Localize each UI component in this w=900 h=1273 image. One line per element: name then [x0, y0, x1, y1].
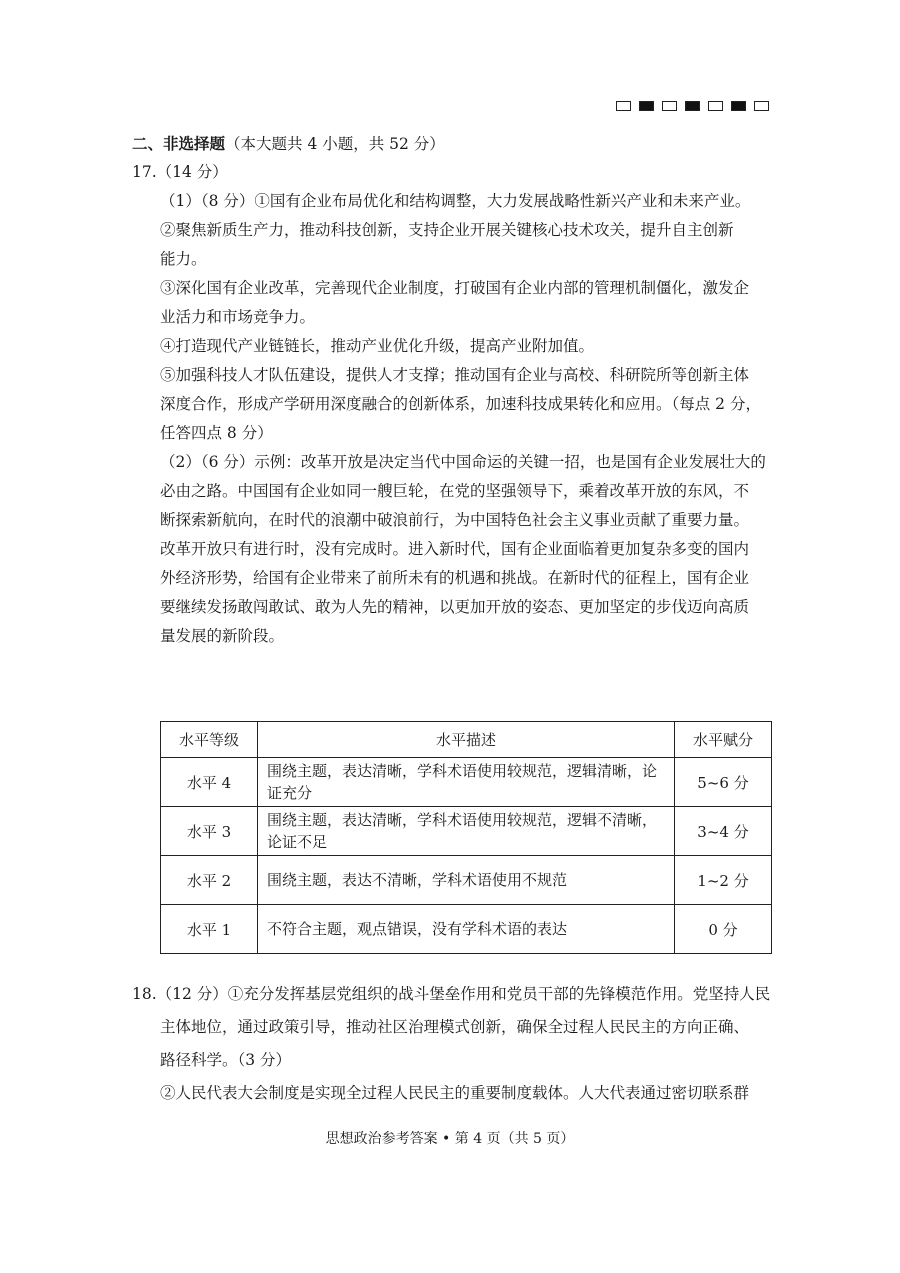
- q17-line: 任答四点 8 分）: [160, 424, 273, 442]
- description-cell: 围绕主题，表达清晰，学科术语使用较规范，逻辑不清晰，论证不足: [258, 807, 675, 856]
- description-cell: 围绕主题，表达清晰，学科术语使用较规范，逻辑清晰，论证充分: [258, 758, 675, 807]
- table-row: [161, 758, 772, 807]
- section-heading: [132, 129, 772, 158]
- q17-line: ③深化国有企业改革，完善现代企业制度，打破国有企业内部的管理机制僵化，激发企: [160, 279, 750, 297]
- q17-line: （1）（8 分）①国有企业布局优化和结构调整，大力发展战略性新兴产业和未来产业。: [160, 192, 751, 210]
- q17-line: 外经济形势，给国有企业带来了前所未有的机遇和挑战。在新时代的征程上，国有企业: [160, 569, 750, 587]
- q17-line: ④打造现代产业链链长，推动产业优化升级，提高产业附加值。: [160, 337, 595, 355]
- table-row: [161, 905, 772, 954]
- section-title: 二、非选择题: [132, 134, 226, 153]
- table-row: [161, 807, 772, 856]
- q18-answer: [132, 978, 782, 1110]
- table-header-cell: 水平等级: [161, 722, 258, 758]
- table-header-row: [161, 722, 772, 758]
- q17-heading: 17.（14 分）: [132, 163, 228, 181]
- q17-line: ⑤加强科技人才队伍建设，提供人才支撑；推动国有企业与高校、科研院所等创新主体: [160, 366, 750, 384]
- table-header-cell: 水平赋分: [675, 722, 772, 758]
- level-cell: 水平 4: [161, 758, 258, 807]
- q18-line: 路径科学。（3 分）: [160, 1051, 292, 1069]
- level-cell: 水平 3: [161, 807, 258, 856]
- score-cell: 3~4 分: [675, 807, 772, 856]
- score-cell: 0 分: [675, 905, 772, 954]
- table-header-cell: 水平描述: [258, 722, 675, 758]
- corner-mark: [616, 101, 631, 111]
- level-cell: 水平 2: [161, 856, 258, 905]
- score-cell: 5~6 分: [675, 758, 772, 807]
- score-cell: 1~2 分: [675, 856, 772, 905]
- corner-mark: [754, 101, 769, 111]
- q17-line: 断探索新航向，在时代的浪潮中破浪前行，为中国特色社会主义事业贡献了重要力量。: [160, 511, 750, 529]
- q17-line: 业活力和市场竞争力。: [160, 308, 316, 326]
- table-row: [161, 856, 772, 905]
- corner-mark: [685, 101, 700, 111]
- q18-line: ②人民代表大会制度是实现全过程人民民主的重要制度载体。人大代表通过密切联系群: [160, 1084, 750, 1102]
- q17-line: 能力。: [160, 250, 207, 268]
- q17-line: 量发展的新阶段。: [160, 627, 285, 645]
- section-note: （本大题共 4 小题，共 52 分）: [225, 135, 445, 153]
- corner-mark: [639, 101, 654, 111]
- q17-line: ②聚焦新质生产力，推动科技创新，支持企业开展关键核心技术攻关，提升自主创新: [160, 221, 734, 239]
- q18-line: 主体地位，通过政策引导，推动社区治理模式创新，确保全过程人民民主的方向正确、: [160, 1018, 750, 1036]
- page-corner-marks: [616, 101, 769, 111]
- description-cell: 围绕主题，表达不清晰，学科术语使用不规范: [258, 856, 675, 905]
- corner-mark: [662, 101, 677, 111]
- corner-mark: [731, 101, 746, 111]
- scoring-rubric-table: [160, 721, 772, 954]
- page-footer: 思想政治参考答案 • 第 4 页（共 5 页）: [325, 1131, 575, 1147]
- answer-page: [132, 129, 772, 651]
- q17-line: 必由之路。中国国有企业如同一艘巨轮，在党的坚强领导下，乘着改革开放的东风，不: [160, 482, 750, 500]
- corner-mark: [708, 101, 723, 111]
- level-cell: 水平 1: [161, 905, 258, 954]
- q17-line: 改革开放只有进行时，没有完成时。进入新时代，国有企业面临着更加复杂多变的国内: [160, 540, 750, 558]
- q17-line: 要继续发扬敢闯敢试、敢为人先的精神，以更加开放的姿态、更加坚定的步伐迈向高质: [160, 598, 750, 616]
- q17-line: （2）（6 分）示例：改革开放是决定当代中国命运的关键一招，也是国有企业发展壮大的: [160, 453, 766, 471]
- description-cell: 不符合主题，观点错误，没有学科术语的表达: [258, 905, 675, 954]
- q18-line: 18.（12 分）①充分发挥基层党组织的战斗堡垒作用和党员干部的先锋模范作用。党坚持人民: [132, 985, 771, 1003]
- q17-line: 深度合作，形成产学研用深度融合的创新体系，加速科技成果转化和应用。（每点 2 分，: [160, 395, 761, 413]
